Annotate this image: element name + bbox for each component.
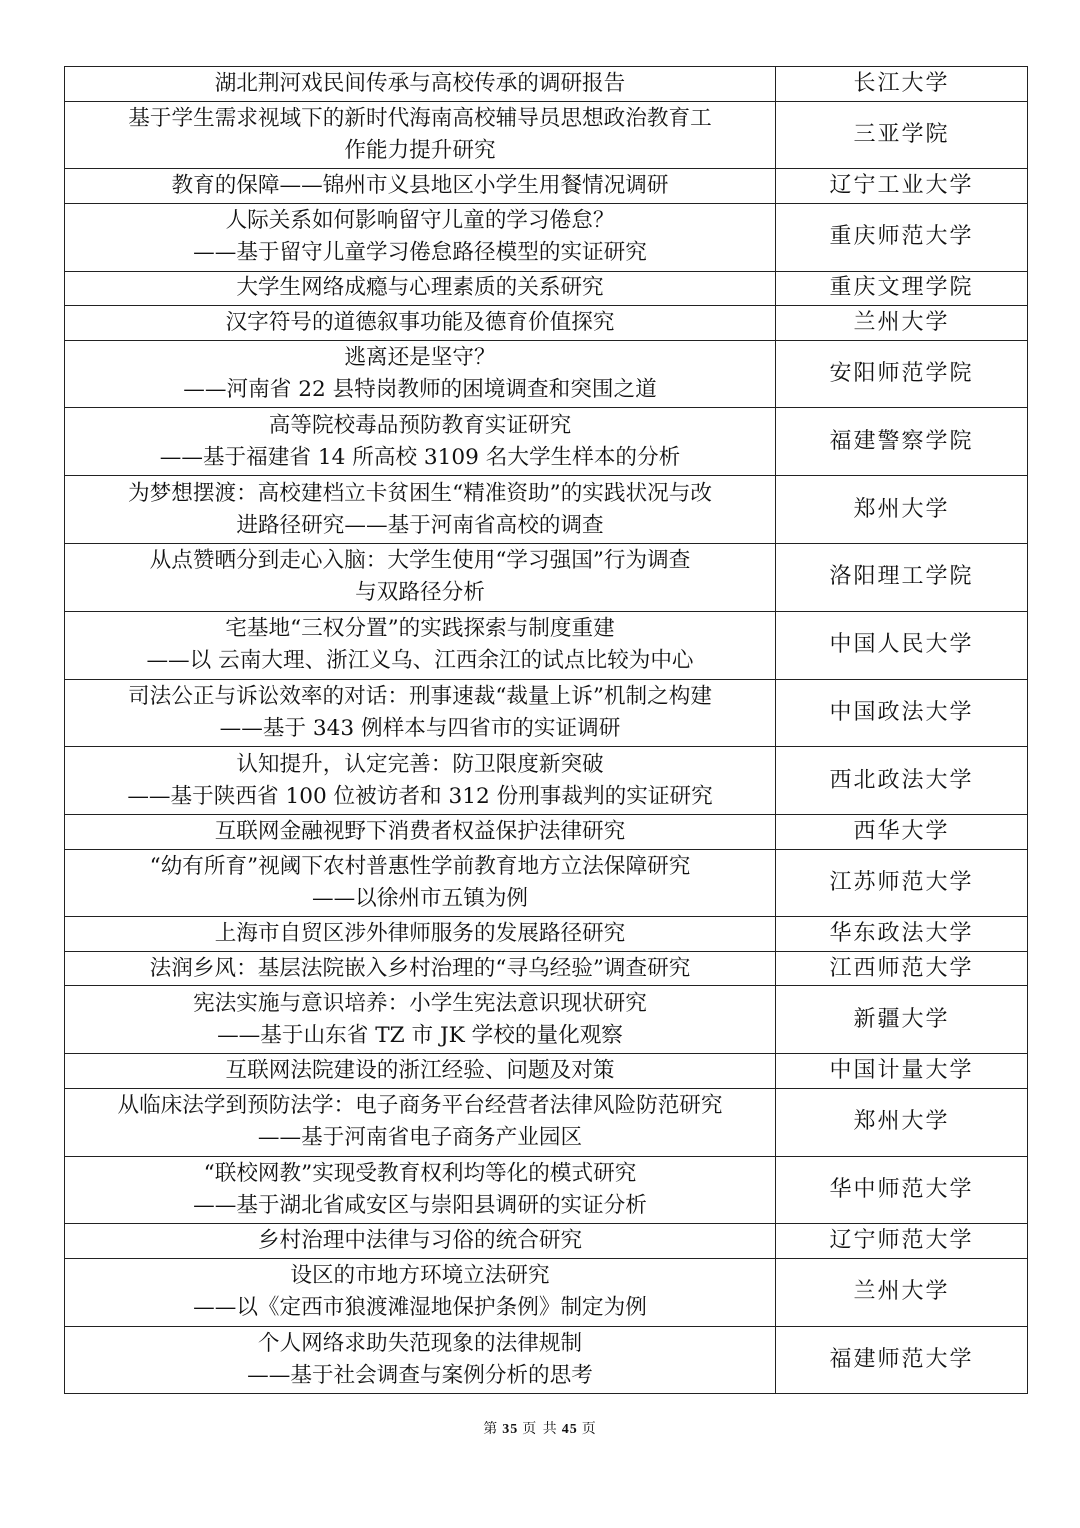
project-title-line: 从临床法学到预防法学：电子商务平台经营者法律风险防范研究 [117,1093,723,1119]
university-cell: 中国计量大学 [776,1054,1028,1089]
university-cell: 兰州大学 [776,306,1028,341]
project-title-line: 互联网法院建设的浙江经验、问题及对策 [225,1058,615,1084]
total-pages-number: 45 [561,1422,578,1437]
university-cell: 华中师范大学 [776,1156,1028,1224]
project-title-cell [65,815,776,850]
project-title-cell [65,169,776,204]
table-row [65,849,1028,917]
table-row [65,1156,1028,1224]
university-cell: 辽宁师范大学 [776,1224,1028,1259]
table-row [65,815,1028,850]
project-title-line: 高等院校毒品预防教育实证研究 [268,412,572,438]
university-cell: 中国政法大学 [776,679,1028,747]
project-title-line: ——基于留守儿童学习倦怠路径模型的实证研究 [193,240,647,266]
project-title-line: 认知提升，认定完善：防卫限度新突破 [236,751,604,777]
project-title-line: ——河南省 22 县特岗教师的困境调查和突围之道 [183,376,657,402]
table-row [65,306,1028,341]
project-title-cell [65,747,776,815]
project-title-cell [65,951,776,986]
university-cell: 福建师范大学 [776,1326,1028,1394]
university-cell: 华东政法大学 [776,917,1028,952]
table-row [65,1054,1028,1089]
project-title-cell [65,917,776,952]
table-row [65,169,1028,204]
project-title-cell [65,408,776,476]
project-title-line: 互联网金融视野下消费者权益保护法律研究 [214,818,626,844]
footer-middle: 页 共 [522,1421,558,1437]
project-title-line: “幼有所育”视阈下农村普惠性学前教育地方立法保障研究 [149,854,691,880]
university-cell: 重庆师范大学 [776,203,1028,271]
university-cell: 中国人民大学 [776,611,1028,679]
project-title-cell [65,849,776,917]
university-cell: 西北政法大学 [776,747,1028,815]
project-title-cell [65,986,776,1054]
project-title-cell [65,1326,776,1394]
university-cell: 新疆大学 [776,986,1028,1054]
project-title-line: ——基于湖北省咸安区与崇阳县调研的实证分析 [193,1192,647,1218]
university-cell: 郑州大学 [776,1088,1028,1156]
project-title-cell [65,203,776,271]
project-title-cell [65,101,776,169]
project-title-line: ——以 云南大理、浙江义乌、江西余江的试点比较为中心 [146,648,694,674]
project-title-line: 为梦想摆渡：高校建档立卡贫困生“精准资助”的实践状况与改 [128,480,712,506]
project-title-cell [65,1054,776,1089]
project-title-cell [65,1258,776,1326]
project-title-cell [65,340,776,408]
university-cell: 江西师范大学 [776,951,1028,986]
project-title-line: 逃离还是坚守？ [344,344,496,370]
table-row [65,476,1028,544]
project-table [64,66,1028,1394]
project-title-cell [65,543,776,611]
university-cell: 郑州大学 [776,476,1028,544]
table-row [65,679,1028,747]
project-title-line: 乡村治理中法律与习俗的统合研究 [257,1228,583,1254]
page-footer [0,1418,1080,1438]
project-title-line: 进路径研究——基于河南省高校的调查 [236,512,604,538]
project-title-line: ——基于陕西省 100 位被访者和 312 份刑事裁判的实证研究 [127,783,713,809]
project-title-line: 从点赞晒分到走心入脑：大学生使用“学习强国”行为调查 [149,548,691,574]
project-title-cell [65,611,776,679]
project-title-line: 基于学生需求视域下的新时代海南高校辅导员思想政治教育工 [128,105,712,131]
project-title-line: 人际关系如何影响留守儿童的学习倦怠？ [225,208,615,234]
table-row [65,1326,1028,1394]
project-title-cell [65,1088,776,1156]
table-row [65,1258,1028,1326]
university-cell: 西华大学 [776,815,1028,850]
project-title-line: 宅基地“三权分置”的实践探索与制度重建 [225,616,615,642]
table-row [65,1088,1028,1156]
table-row [65,203,1028,271]
table-row [65,271,1028,306]
project-title-line: 个人网络求助失范现象的法律规制 [257,1331,583,1357]
table-row [65,747,1028,815]
project-title-cell [65,679,776,747]
project-title-line: ——以徐州市五镇为例 [311,886,529,912]
table-row [65,951,1028,986]
project-title-line: 湖北荆河戏民间传承与高校传承的调研报告 [214,70,626,96]
university-cell: 兰州大学 [776,1258,1028,1326]
project-title-line: 司法公正与诉讼效率的对话：刑事速裁“裁量上诉”机制之构建 [128,683,712,709]
table-row [65,611,1028,679]
table-row [65,917,1028,952]
table-row [65,986,1028,1054]
project-title-line: ——基于河南省电子商务产业园区 [257,1125,583,1151]
footer-suffix: 页 [581,1421,597,1437]
university-cell: 江苏师范大学 [776,849,1028,917]
project-title-line: 上海市自贸区涉外律师服务的发展路径研究 [214,921,626,947]
table-row [65,408,1028,476]
project-title-line: ——基于山东省 TZ 市 JK 学校的量化观察 [217,1022,623,1048]
table-row [65,340,1028,408]
footer-prefix: 第 [483,1421,499,1437]
table-row [65,543,1028,611]
university-cell: 辽宁工业大学 [776,169,1028,204]
project-title-line: 设区的市地方环境立法研究 [290,1263,550,1289]
project-title-line: 汉字符号的道德叙事功能及德育价值探究 [225,309,615,335]
university-cell: 福建警察学院 [776,408,1028,476]
university-cell: 重庆文理学院 [776,271,1028,306]
current-page-number: 35 [502,1422,519,1437]
project-title-line: 法润乡风：基层法院嵌入乡村治理的“寻乌经验”调查研究 [149,955,691,981]
project-title-line: ——基于社会调查与案例分析的思考 [247,1363,593,1389]
table-row [65,101,1028,169]
project-title-cell [65,271,776,306]
project-title-line: 作能力提升研究 [344,137,496,163]
project-title-line: “联校网教”实现受教育权利均等化的模式研究 [203,1160,637,1186]
university-cell: 长江大学 [776,67,1028,102]
project-title-line: 大学生网络成瘾与心理素质的关系研究 [236,275,604,301]
project-title-line: 教育的保障——锦州市义县地区小学生用餐情况调研 [171,173,669,199]
project-title-cell [65,306,776,341]
table-row [65,67,1028,102]
project-title-cell [65,476,776,544]
university-cell: 洛阳理工学院 [776,543,1028,611]
table-body [65,67,1028,1394]
project-title-line: 宪法实施与意识培养：小学生宪法意识现状研究 [193,990,647,1016]
project-title-line: ——以《定西市狼渡滩湿地保护条例》制定为例 [193,1295,647,1321]
university-cell: 三亚学院 [776,101,1028,169]
project-title-line: 与双路径分析 [355,580,485,606]
project-title-line: ——基于 343 例样本与四省市的实证调研 [219,715,621,741]
project-title-line: ——基于福建省 14 所高校 3109 名大学生样本的分析 [159,444,681,470]
table-row [65,1224,1028,1259]
project-title-cell [65,1224,776,1259]
university-cell: 安阳师范学院 [776,340,1028,408]
project-title-cell [65,67,776,102]
project-title-cell [65,1156,776,1224]
